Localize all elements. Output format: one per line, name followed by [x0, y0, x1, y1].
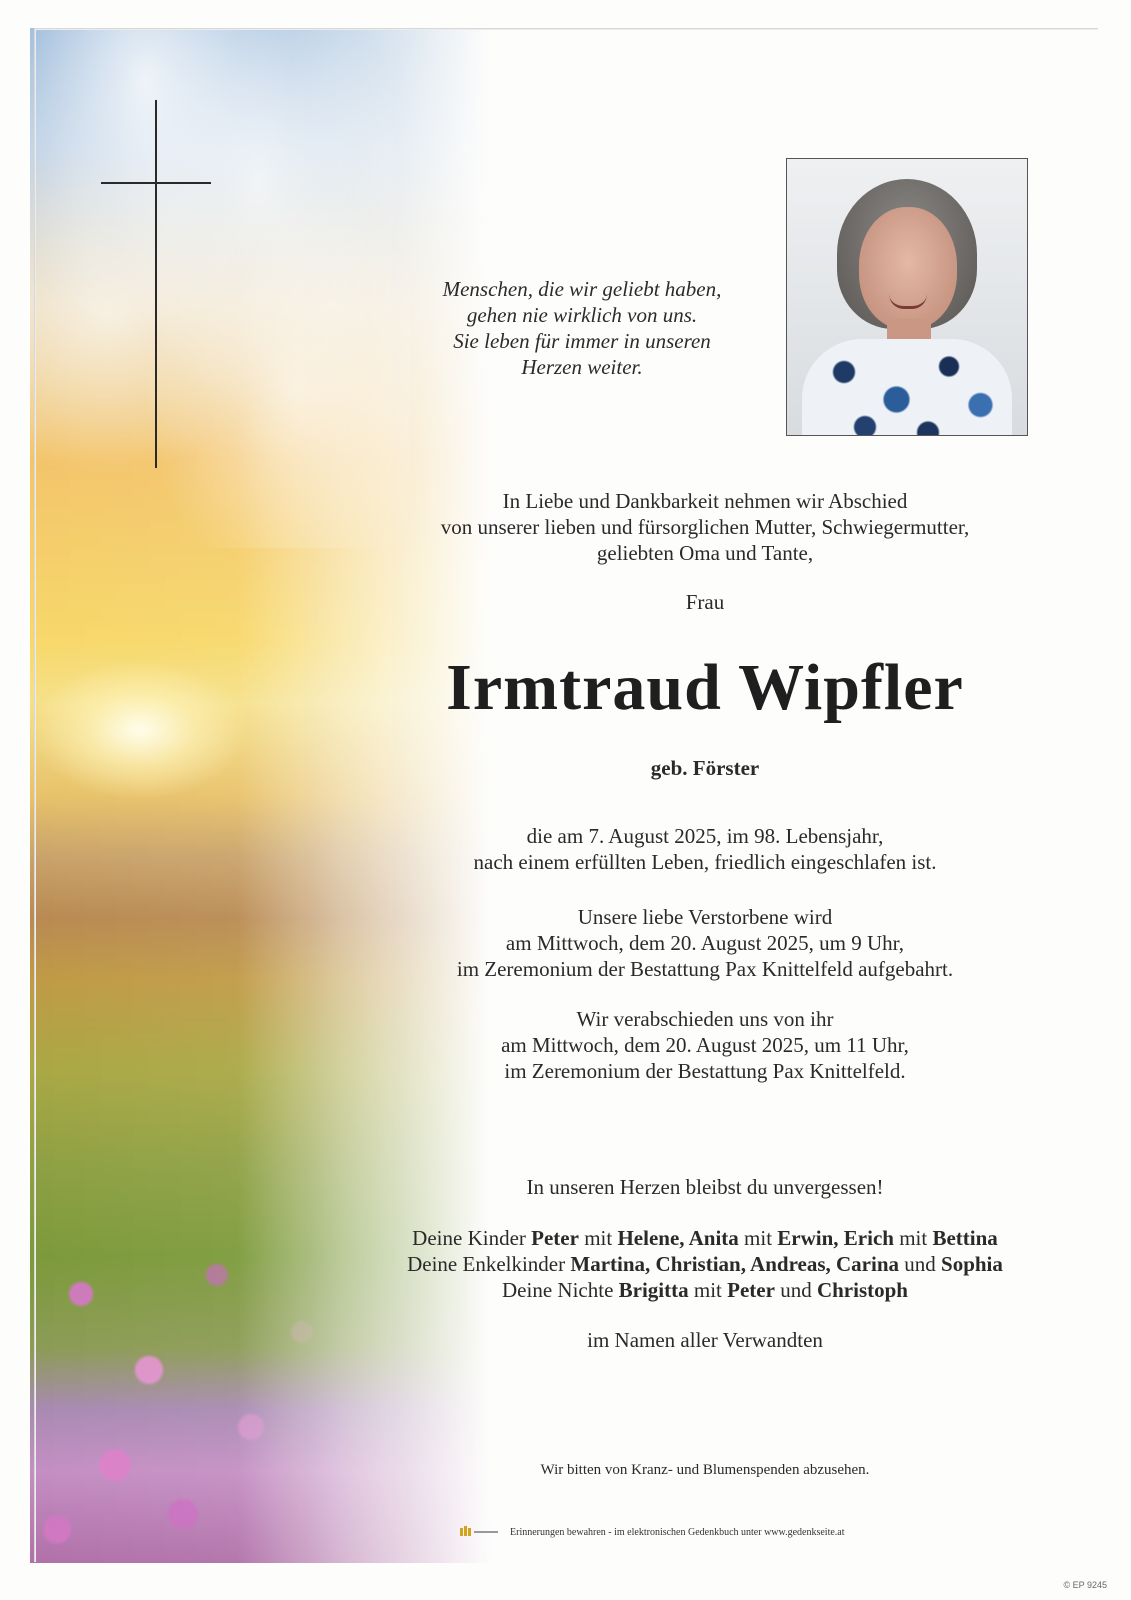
- children-line: Deine Kinder Peter mit Helene, Anita mit Erwin, Erich mit Bettina: [412, 1226, 998, 1250]
- farewell-line: Wir verabschieden uns von ihr: [576, 1007, 834, 1031]
- verse-line: gehen nie wirklich von uns.: [466, 303, 698, 327]
- death-line: nach einem erfüllten Leben, friedlich eingeschlafen ist.: [473, 850, 937, 874]
- intro-line: von unserer lieben und fürsorglichen Mutter, Schwiegermutter,: [440, 515, 970, 539]
- farewell-line: am Mittwoch, dem 20. August 2025, um 11 Uhr,: [501, 1033, 909, 1057]
- portrait-photo: [786, 158, 1028, 436]
- wake-line: Unsere liebe Verstorbene wird: [577, 905, 833, 929]
- grandchildren-line: Deine Enkelkinder Martina, Christian, Andreas, Carina und Sophia: [407, 1252, 1003, 1276]
- intro-line: In Liebe und Dankbarkeit nehmen wir Abschied: [502, 489, 908, 513]
- pax-logo-icon: [460, 1526, 500, 1538]
- niece-line: Deine Nichte Brigitta mit Peter und Christoph: [502, 1278, 908, 1302]
- farewell-notice: [380, 1006, 1030, 1084]
- clouds-overlay: [30, 28, 410, 548]
- donation-note: Wir bitten von Kranz- und Blumenspenden abzusehen.: [540, 1462, 870, 1478]
- farewell-line: im Zeremonium der Bestattung Pax Knittelfeld.: [504, 1059, 906, 1083]
- wake-line: im Zeremonium der Bestattung Pax Knittelfeld aufgebahrt.: [456, 957, 954, 981]
- intro-line: geliebten Oma und Tante,: [596, 541, 814, 565]
- death-notice: [380, 823, 1030, 875]
- cross-icon: [155, 100, 157, 468]
- verse-line: Sie leben für immer in unseren: [453, 329, 711, 353]
- family-list: [380, 1225, 1030, 1303]
- flowers-overlay: [30, 1180, 370, 1560]
- intro-text: [380, 488, 1030, 566]
- cross-icon-bar: [101, 182, 211, 184]
- title-frau: Frau: [685, 590, 725, 614]
- deceased-name: Irmtraud Wipfler: [446, 651, 964, 724]
- death-line: die am 7. August 2025, im 98. Lebensjahr,: [526, 824, 884, 848]
- verse-line: Menschen, die wir geliebt haben,: [442, 277, 722, 301]
- maiden-name: geb. Förster: [650, 756, 760, 780]
- remembrance-line: In unseren Herzen bleibst du unvergessen!: [526, 1175, 884, 1199]
- wake-line: am Mittwoch, dem 20. August 2025, um 9 Uhr,: [505, 931, 905, 955]
- memorial-verse: [400, 276, 764, 380]
- wake-notice: [380, 904, 1030, 982]
- footer: [460, 1526, 920, 1538]
- relatives-line: im Namen aller Verwandten: [587, 1328, 823, 1352]
- footer-text: Erinnerungen bewahren - im elektronischen Gedenkbuch unter www.gedenkseite.at: [510, 1526, 845, 1538]
- verse-line: Herzen weiter.: [521, 355, 643, 379]
- print-code: © EP 9245: [1063, 1580, 1107, 1590]
- sun-glow: [30, 660, 250, 800]
